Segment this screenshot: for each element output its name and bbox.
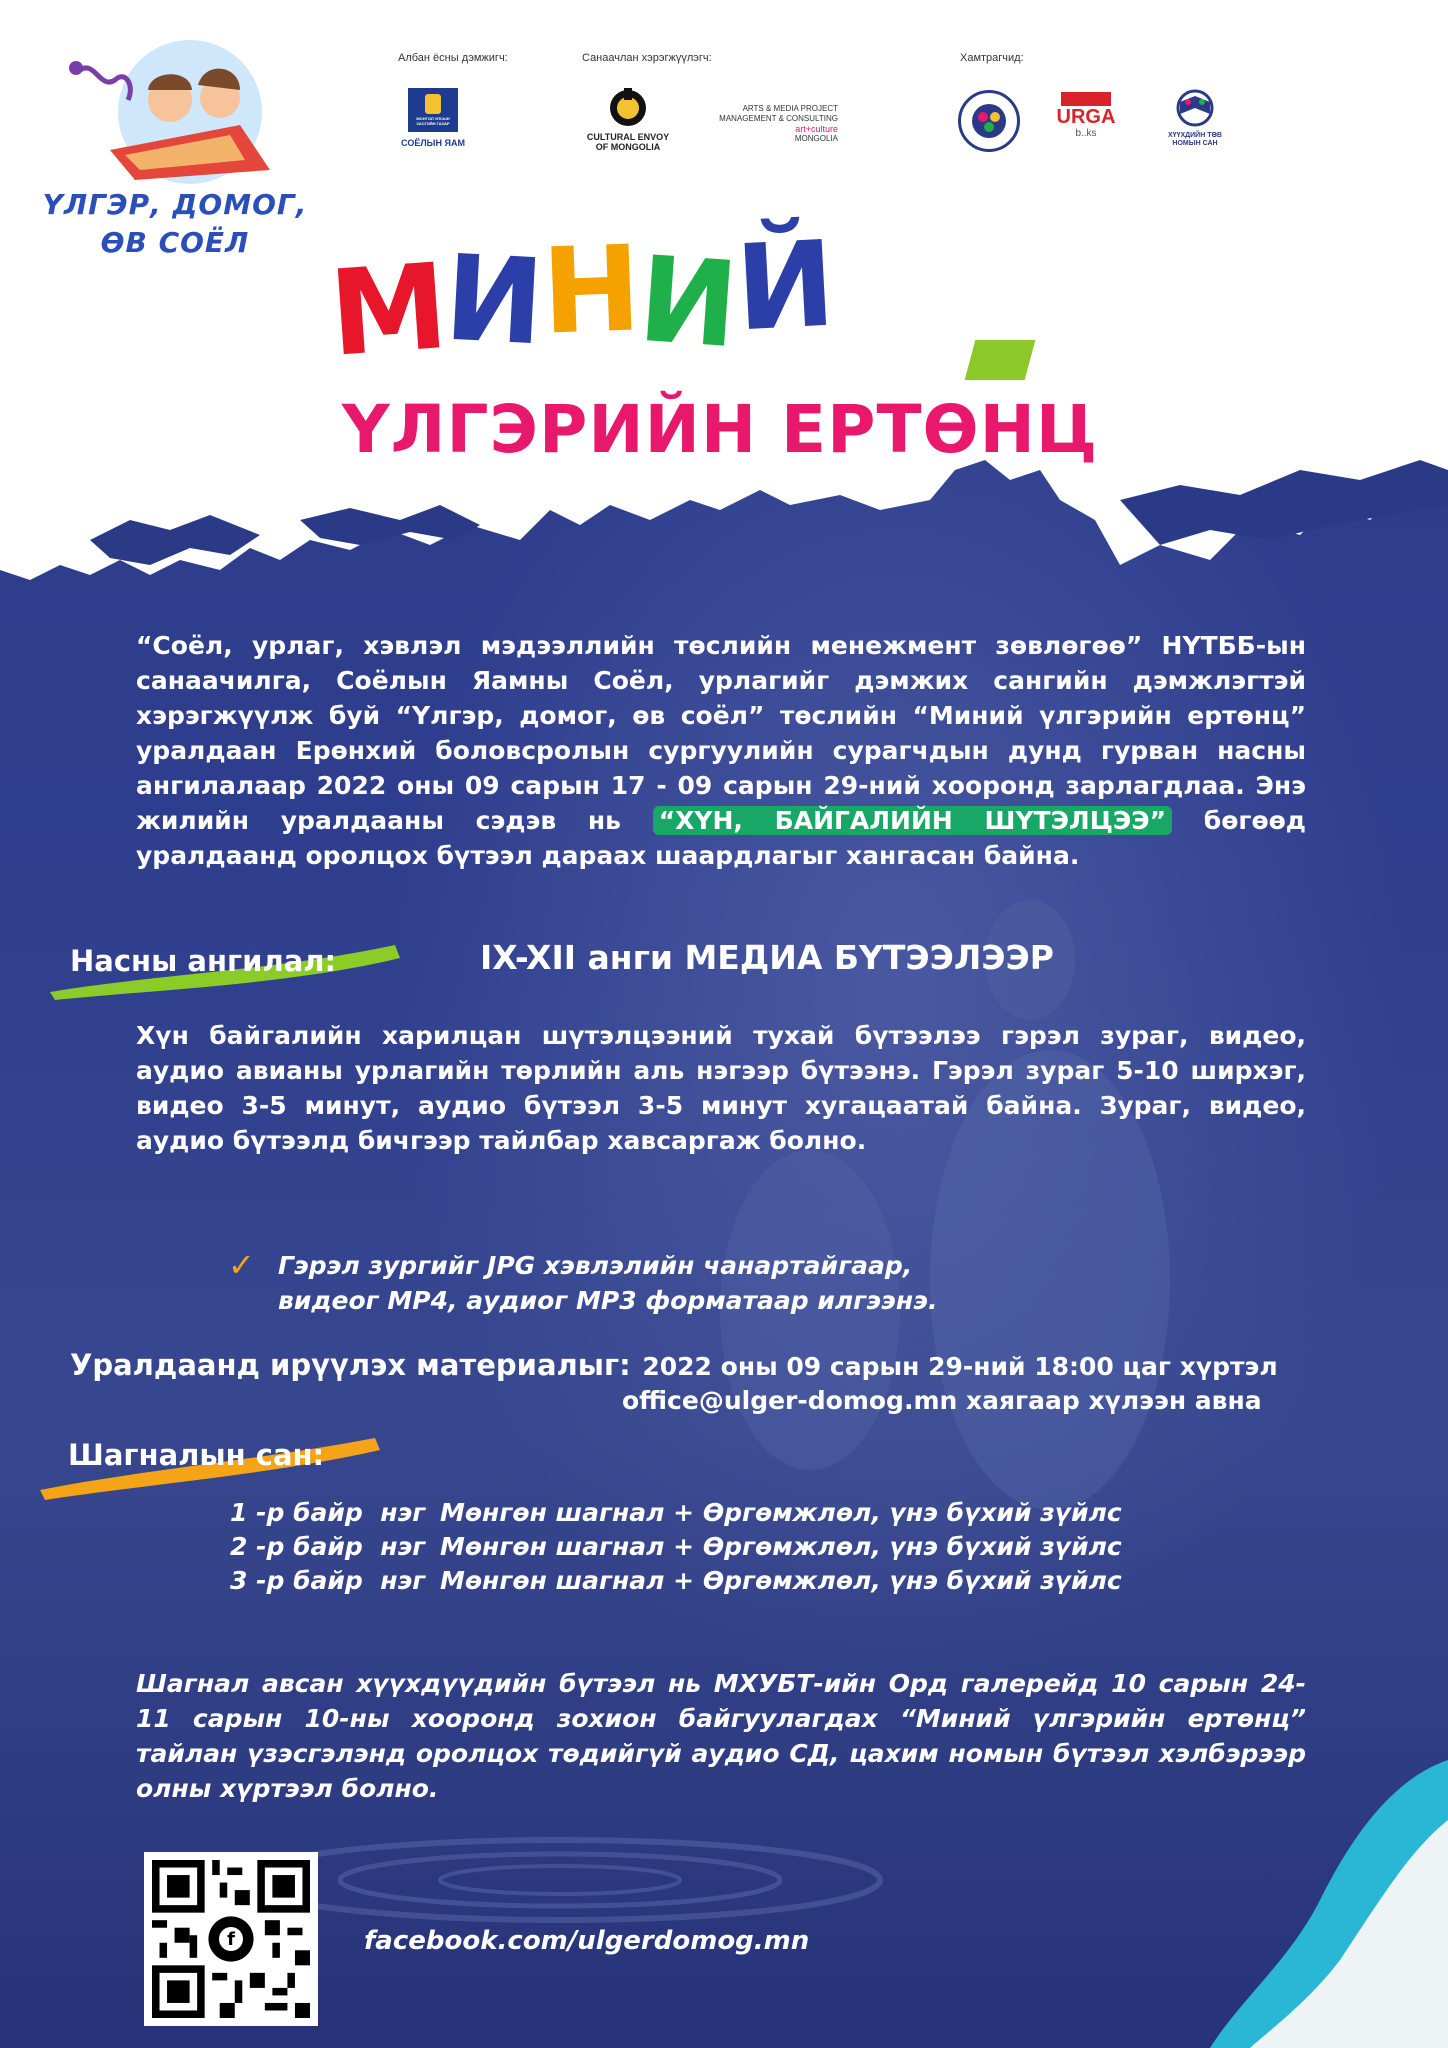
series-name	[40, 186, 310, 262]
format-note-line2: видеог MP4, аудиог MP3 форматаар илгээнэ.	[278, 1286, 938, 1315]
urga-sub: b..ks	[1075, 128, 1097, 139]
theme-highlight: “ХҮН, БАЙГАЛИЙН ШҮТЭЛЦЭЭ”	[653, 806, 1172, 835]
closing-paragraph: Шагнал авсан хүүхдүүдийн бүтээл нь МХУБТ-ийн Орд галерейд 10 сарын 24- 11 сарын 10-ны хооронд зохион байгуулагдах “Миний үлгэрийн ертөнц” тайлан үзэсгэлэнд оролцох төдийгүй аудио СД, цахим номын бүтээл хэлбэрээр олны хүртээл болно.	[136, 1669, 1306, 1803]
prize-reward: Мөнгөн шагнал + Өргөмжлөл, үнэ бүхий зүйлс	[440, 1532, 1122, 1561]
prize-row	[230, 1564, 1230, 1598]
intro-text-before: “Соёл, урлаг, хэвлэл мэдээллийн төслийн менежмент зөвлөгөө” НҮТББ-ын санаачилга, Соёлын Яамны Соёл, урлагийг дэмжих сангийн дэмжлэгтэй хэрэгжүүлж буй “Үлгэр, домог, өв соёл” төслийн “Миний үлгэрийн ертөнц” уралдаан Ерөнхий боловсролын сургуулийн сурагчдын дунд гурван насны ангилалаар 2022 оны 09 сарын 17 - 09 сарын 29-ний хооронд зарлагдлаа. Энэ жилийн уралдааны сэдэв нь	[136, 631, 1306, 835]
ministry-label: СОЁЛЫН ЯАМ	[401, 138, 465, 148]
ministry-logo	[398, 88, 468, 158]
official-supporter-caption: Албан ёсны дэмжигч:	[398, 52, 508, 64]
urga-flag	[1061, 92, 1111, 106]
poster-subtitle: ҮЛГЭРИЙН ЕРТӨНЦ	[341, 391, 1099, 468]
urga-label: URGA	[1056, 106, 1116, 128]
prize-list	[230, 1496, 1230, 1598]
ministry-emblem	[408, 88, 458, 132]
cultural-envoy-logo	[578, 84, 678, 158]
cultural-envoy-emblem	[578, 84, 678, 128]
arts-media-line3: art+culture	[795, 124, 838, 134]
description-paragraph: Хүн байгалийн харилцан шүтэлцээний тухай бүтээлээ гэрэл зураг, видео, аудио авианы урлагийн төрлийн аль нэгээр бүтээнэ. Гэрэл зураг 5-10 ширхэг, видео 3-5 минут, аудио бүтээл 3-5 минут хугацаатай байна. Зураг, видео, аудио бүтээлд бичгээр тайлбар хавсаргаж болно.	[136, 1021, 1306, 1155]
library-logo	[1158, 88, 1232, 158]
prize-reward: Мөнгөн шагнал + Өргөмжлөл, үнэ бүхий зүйлс	[440, 1498, 1122, 1527]
partner-round-emblem	[961, 93, 1017, 149]
submission-label: Уралдаанд ирүүлэх материалыг:	[70, 1348, 631, 1382]
prize-place: 2 -р байр нэг	[230, 1532, 426, 1561]
submission-email-line: office@ulger-domog.mn хаягаар хүлээн авна	[622, 1386, 1262, 1415]
ministry-small-text: МОНГОЛ УЛСЫН ЗАСГИЙН ГАЗАР	[416, 116, 450, 126]
arts-media-line1: ARTS & MEDIA PROJECT	[742, 104, 838, 113]
submission-deadline: 2022 оны 09 сарын 29-ний 18:00 цаг хүртэл	[642, 1352, 1278, 1381]
arts-media-line4: MONGOLIA	[794, 134, 838, 143]
initiator-caption: Санаачлан хэрэгжүүлэгч:	[582, 52, 712, 64]
prize-place: 3 -р байр нэг	[230, 1566, 426, 1595]
prize-row	[230, 1496, 1230, 1530]
intro-text-after: бөгөөд уралдаанд оролцох бүтээл дараах шаардлагыг хангасан байна.	[136, 806, 1306, 870]
partner-round-logo	[958, 90, 1020, 152]
title-letter-2: И	[441, 228, 546, 372]
facebook-link[interactable]: facebook.com/ulgerdomog.mn	[364, 1926, 810, 1956]
arts-media-logo	[698, 104, 838, 154]
series-name-line1: ҮЛГЭР, ДОМОГ,	[42, 188, 308, 221]
title-letter-3: Н	[539, 219, 642, 361]
prize-fund-label: Шагналын сан:	[68, 1438, 325, 1472]
library-emblem	[1158, 88, 1232, 128]
title-letter-5-accent	[965, 340, 1036, 380]
cultural-envoy-line2: OF MONGOLIA	[595, 142, 661, 152]
series-name-line2: ӨВ СОЁЛ	[100, 226, 250, 259]
title-letter-4: И	[634, 229, 741, 375]
qr-code[interactable]	[144, 1852, 318, 2026]
arts-media-line2: MANAGEMENT & CONSULTING	[719, 114, 838, 123]
soyombo-icon	[425, 94, 441, 114]
library-line1: ХҮҮХДИЙН ТӨВ	[1168, 132, 1222, 139]
series-logo	[40, 30, 310, 270]
series-logo-illustration	[40, 30, 310, 190]
partners-caption: Хамтрагчид:	[960, 52, 1024, 64]
library-line2: НОМЫН САН	[1172, 140, 1218, 147]
prize-row	[230, 1530, 1230, 1564]
submission-block	[70, 1348, 1350, 1382]
checkmark-icon: ✓	[228, 1246, 255, 1284]
cultural-envoy-line1: CULTURAL ENVOY	[586, 132, 670, 142]
age-category-label: Насны ангилал:	[70, 944, 337, 978]
prize-reward: Мөнгөн шагнал + Өргөмжлөл, үнэ бүхий зүйлс	[440, 1566, 1122, 1595]
intro-paragraph	[136, 628, 1306, 873]
age-category-value: IX-XII анги МЕДИА БҮТЭЭЛЭЭР	[480, 938, 1054, 977]
poster-title	[325, 214, 1110, 400]
title-letter-5: Й	[732, 214, 837, 358]
format-note-line1: Гэрэл зургийг JPG хэвлэлийн чанартайгаар,	[278, 1251, 913, 1280]
urga-logo	[1046, 86, 1126, 156]
title-letter-1: М	[325, 237, 451, 383]
facebook-icon: f	[219, 1927, 243, 1951]
prize-place: 1 -р байр нэг	[230, 1498, 426, 1527]
